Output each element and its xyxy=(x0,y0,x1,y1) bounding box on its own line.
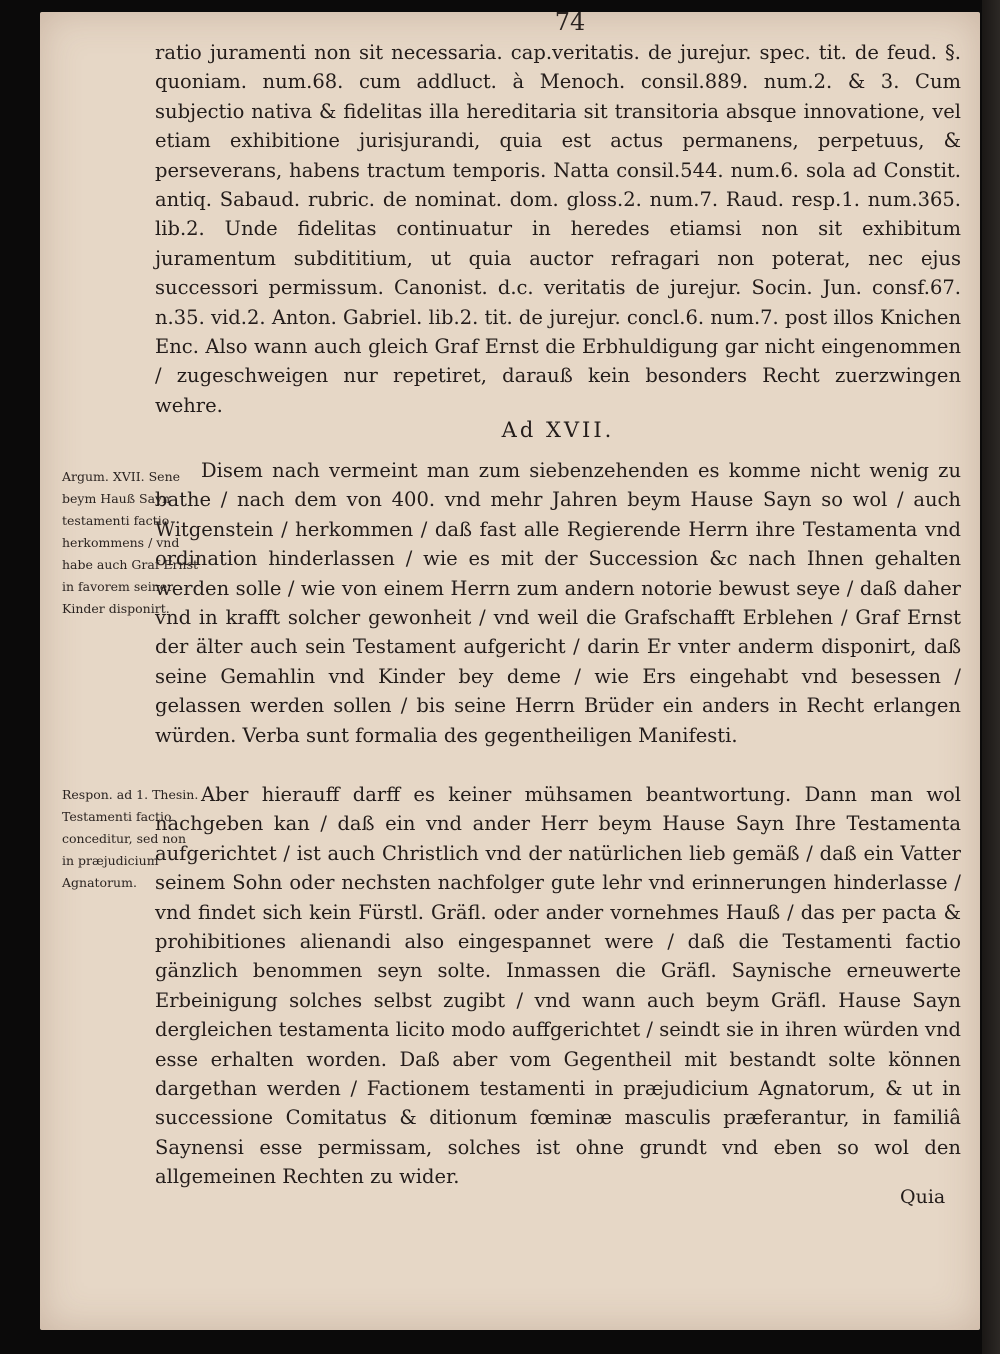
section-heading: Ad XVII. xyxy=(501,418,615,442)
page-number: 74 xyxy=(554,8,586,36)
paragraph-response: Aber hierauff darff es keiner mühsamen beantwortung. Dann man wol nachgeben kan / daß ein vnd ander Herr beym Hause Sayn Ihre Testamenta aufgerichtet / ist auch Christlich vnd der natürlichen lieb gemäß / daß ein Vatter seinem Sohn oder nechsten nachfolger gute lehr vnd erinnerungen hinderlasse / vnd findet sich kein Fürstl. Gräfl. oder ander vornehmes Hauß / das per pacta & prohibitiones alienandi also eingespannet were / daß die Testamenti factio gänzlich benommen seyn solte. Inmassen die Gräfl. Saynische erneuwerte Erbeinigung solches selbst zugibt / vnd wann auch beym Gräfl. Hause Sayn dergleichen testamenta licito modo auffgerichtet / seindt sie in ihren würden vnd esse erhalten worden. Daß aber vom Gegentheil mit bestandt solte können dargethan werden / Factionem testamenti in præjudicium Agnatorum, & ut in successione Comitatus & ditionum fœminæ masculis præferantur, in familiâ Saynensi esse permissam, solches ist ohne grundt vnd eben so wol den allgemeinen Rechten zu wider. xyxy=(155,783,961,1189)
margin-note-argument: Argum. XVII. Sene beym Hauß Sayn testamenti factio herkommens / vnd habe auch Graf Ernst in favorem seiner Kinder disponirt. xyxy=(62,469,199,616)
margin-note-response: Respon. ad 1. Thesin. Testamenti factio conceditur, sed non in præjudicium Agnatorum. xyxy=(62,787,199,890)
catchword: Quia xyxy=(900,1186,946,1208)
scan-edge xyxy=(982,0,1000,1354)
paragraph-continuation: ratio juramenti non sit necessaria. cap.veritatis. de jurejur. spec. tit. de feud. §. quoniam. num.68. cum addluct. à Menoch. consil.889. num.2. & 3. Cum subjectio nativa & fidelitas illa hereditaria sit transitoria absque innovatione, vel etiam exhibitione jurisjurandi, quia est actus permanens, perpetuus, & perseverans, habens tractum temporis. Natta consil.544. num.6. sola ad Constit. antiq. Sabaud. rubric. de nominat. dom. gloss.2. num.7. Raud. resp.1. num.365. lib.2. Unde fidelitas continuatur in heredes etiamsi non sit exhibitum juramentum subdititium, ut quia auctor refragari non poterat, nec ejus successori permissum. Canonist. d.c. veritatis de jurejur. Socin. Jun. consf.67. n.35. vid.2. Anton. Gabriel. lib.2. tit. de jurejur. concl.6. num.7. post illos Knichen Enc. Also wann auch gleich Graf Ernst die Erbhuldigung gar nicht eingenommen / zugeschweigen nur repetiret, darauß kein besonders Recht zuerzwingen wehre. xyxy=(155,41,961,417)
paragraph-argument: Disem nach vermeint man zum siebenzehenden es komme nicht wenig zu bathe / nach dem von 400. vnd mehr Jahren beym Hause Sayn so wol / auch Witgenstein / herkommen / daß fast alle Regierende Herrn ihre Testamenta vnd ordination hinderlassen / wie es mit der Succession &c nach Ihnen gehalten werden solle / wie von einem Herrn zum andern notorie bewust seye / daß daher vnd in krafft solcher gewonheit / vnd weil die Grafschafft Erblehen / Graf Ernst der älter auch sein Testament aufgericht / darin Er vnter anderm disponirt, daß seine Gemahlin vnd Kinder bey deme / wie Ers eingehabt vnd besessen / gelassen werden sollen / bis seine Herrn Brüder ein anders in Recht erlangen würden. Verba sunt formalia des gegentheiligen Manifesti. xyxy=(155,459,961,747)
